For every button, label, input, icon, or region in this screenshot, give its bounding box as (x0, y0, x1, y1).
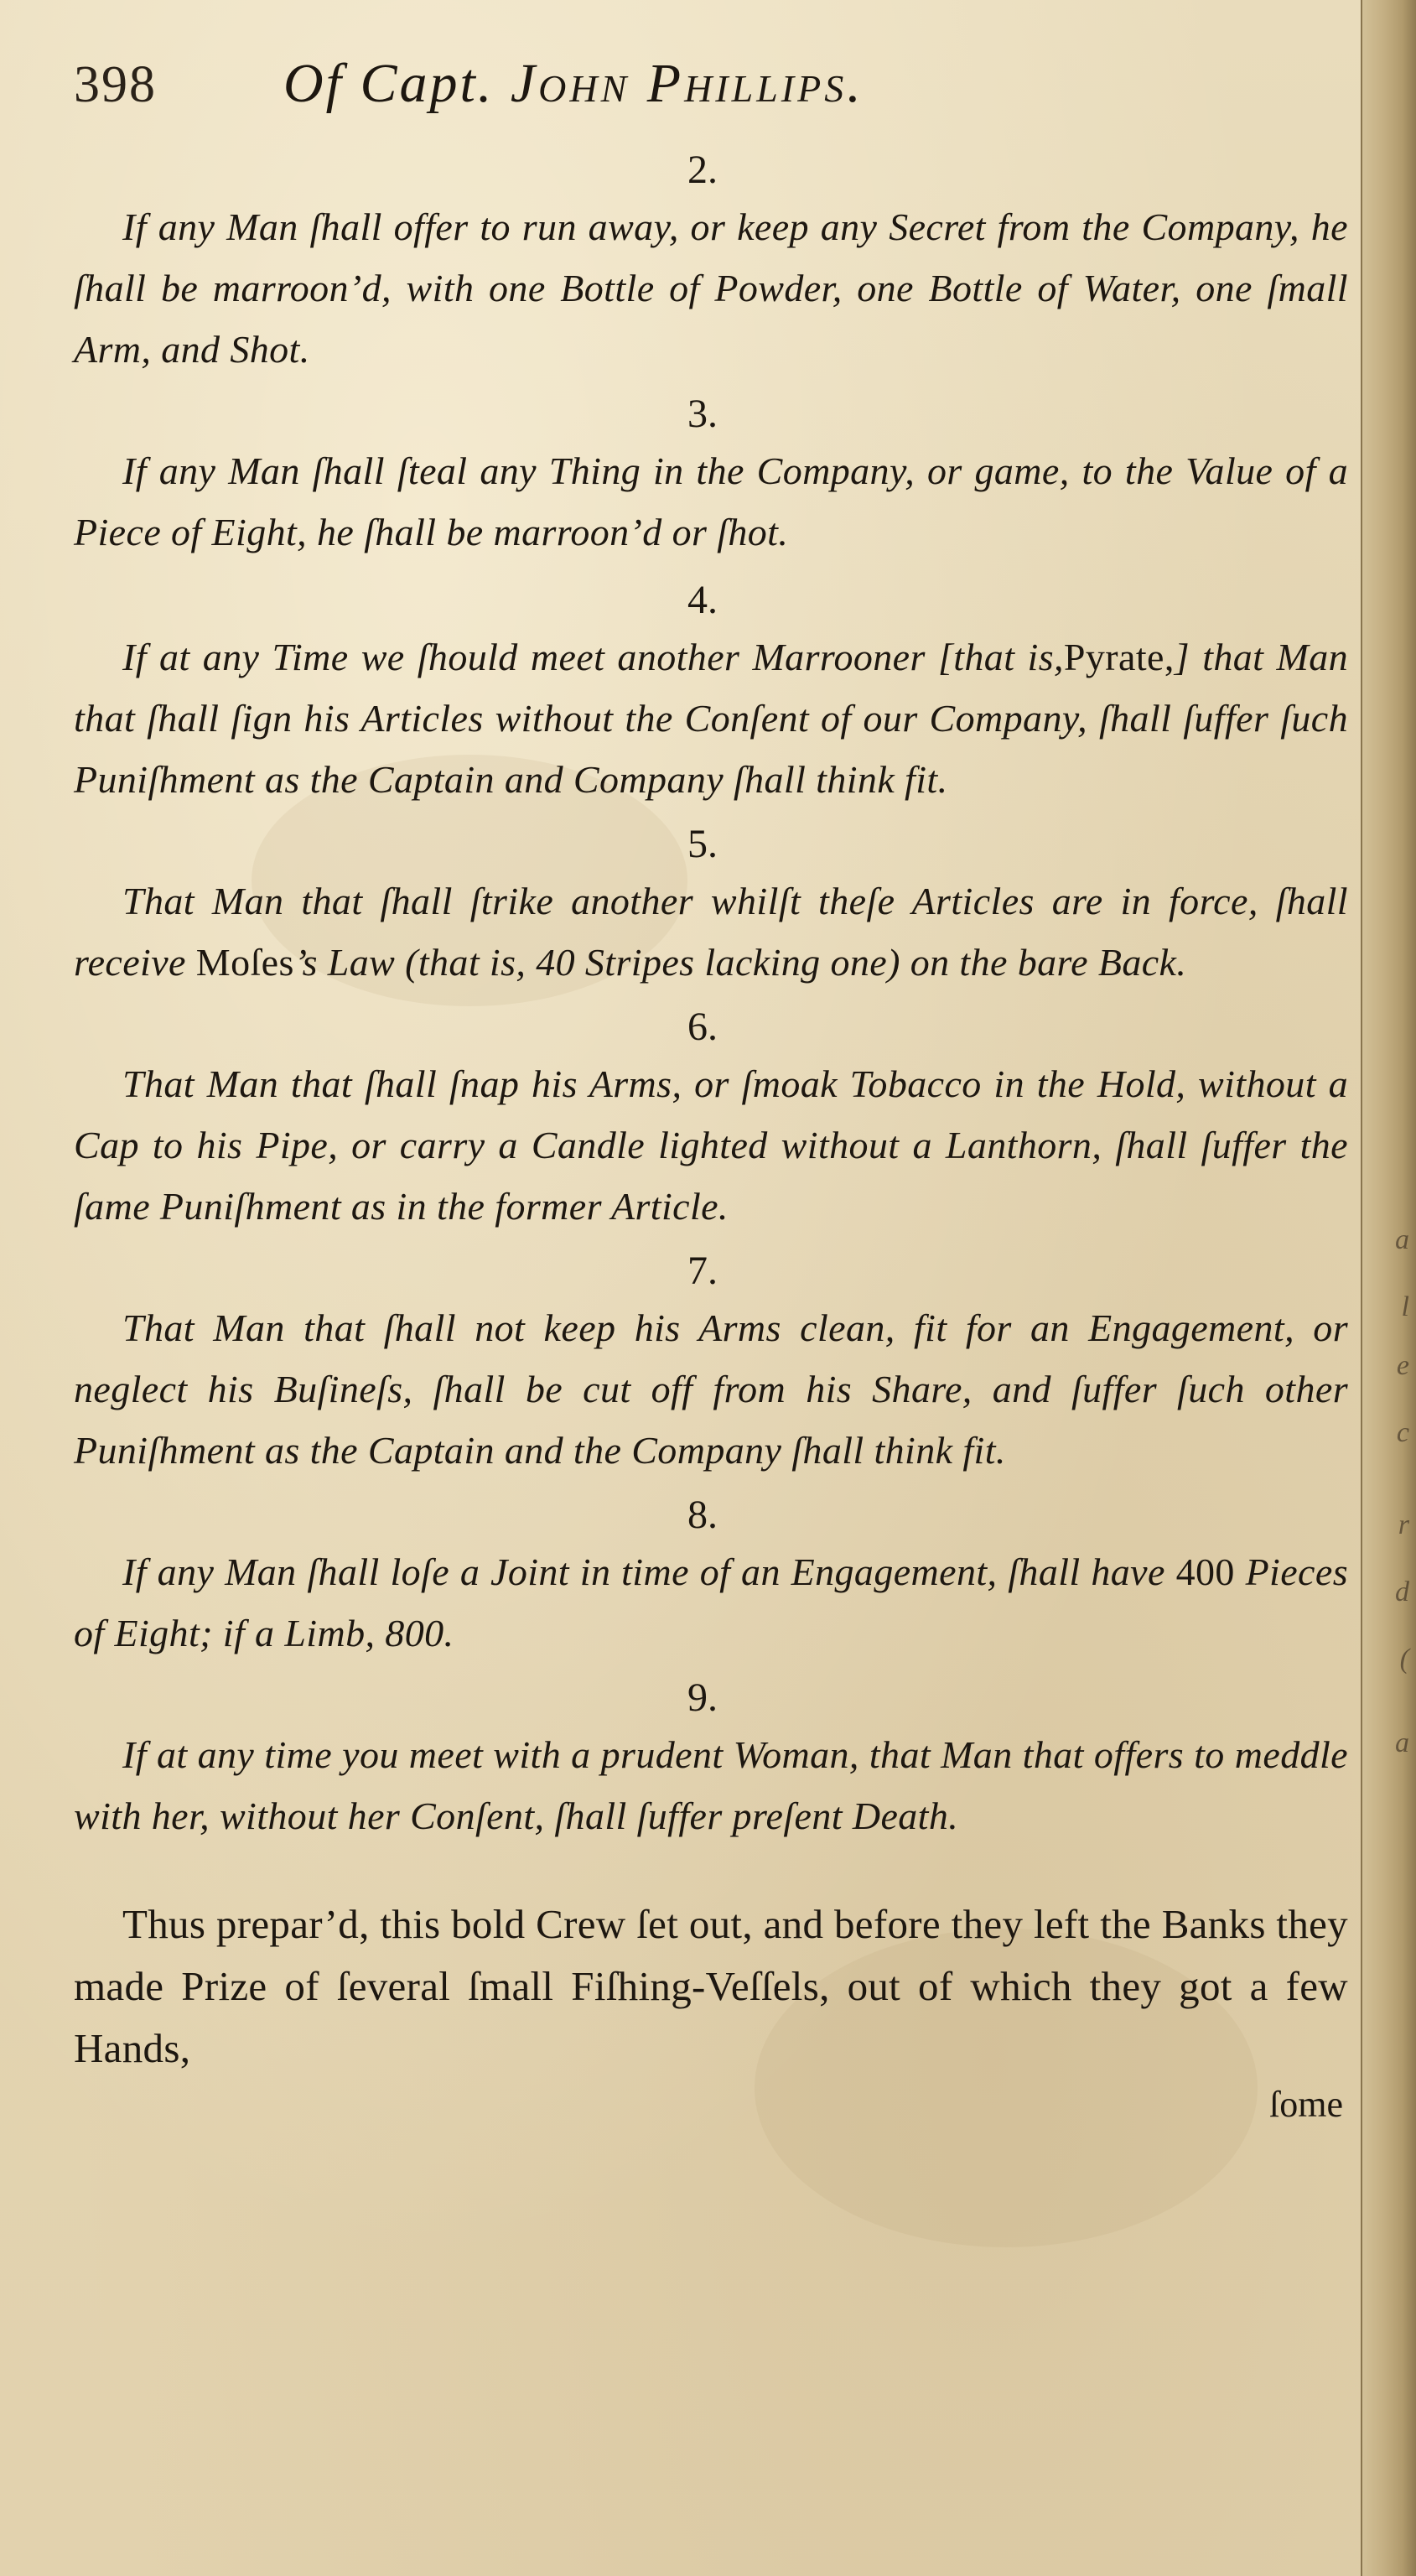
page-number: 398 (74, 56, 157, 113)
article-text-part: ’s Law (that is, 40 Stripes lacking one) on the bare Back. (293, 941, 1187, 984)
article-3 (74, 388, 1348, 563)
catchword: ſome (1269, 2084, 1343, 2125)
article-text-roman: Moſes (195, 941, 294, 984)
article-text-part: If at any Time we ſhould meet another Marrooner [that is, (122, 636, 1064, 678)
article-text: If any Man ſhall offer to run away, or keep any Secret from the Company, he ſhall be marroon’d, with one Bottle of Powder, one Bottle of Water, one ſmall Arm, and Shot. (74, 205, 1348, 371)
article-number: 3. (687, 392, 718, 436)
article-text-part: That Man that ſhall ſtrike another whilſt theſe Articles are in force, ſhall receive (74, 880, 1348, 984)
narrative-paragraph: Thus prepar’d, this bold Crew ſet out, and before they left the Banks they made Prize of ſeveral ſmall Fiſhing-Veſſels, out of which they got a few Hands, (74, 1901, 1348, 2071)
article-number: 4. (687, 578, 718, 622)
article-text: That Man that ſhall not keep his Arms clean, fit for an Engagement, or neglect his Buſineſs, ſhall be cut off from his Share, and ſuffer ſuch other Puniſhment as the Captain and the Company ſhall think fit. (74, 1306, 1348, 1472)
article-9 (74, 1672, 1348, 1846)
running-title (283, 52, 864, 116)
running-header (74, 52, 1348, 144)
article-text-part: If any Man ſhall loſe a Joint in time of an Engagement, ſhall have (122, 1550, 1165, 1593)
article-text: That Man that ſhall ſnap his Arms, or ſmoak Tobacco in the Hold, without a Cap to his Pipe, or carry a Candle lighted without a Lanthorn, ſhall ſuffer the ſame Puniſhment as in the former Article. (74, 1062, 1348, 1228)
article-7 (74, 1245, 1348, 1481)
article-text: If any Man ſhall ſteal any Thing in the Company, or game, to the Value of a Piece of Eight, he ſhall be marroon’d or ſhot. (74, 449, 1348, 553)
article-4 (74, 574, 1348, 810)
article-text-part: ] that Man that ſhall ſign his Articles without the Conſent of our Company, ſhall ſuffer ſuch Puniſhment as the Captain and Company ſhall think fit. (74, 636, 1349, 801)
adjacent-page-edge: a l e c r d ( a (1361, 0, 1416, 2576)
article-text-part: Pieces of Eight; if a Limb, 800. (74, 1550, 1348, 1654)
running-title-prefix: Of Capt. (283, 53, 495, 114)
article-text (74, 870, 1348, 993)
running-title-name: John Phillips. (510, 53, 864, 114)
article-8 (74, 1489, 1348, 1664)
article-number: 5. (687, 822, 718, 866)
article-text: If at any time you meet with a prudent Woman, that Man that offers to meddle with her, without her Conſent, ſhall ſuffer preſent Death. (74, 1733, 1348, 1837)
article-2 (74, 144, 1348, 380)
article-number: 2. (687, 148, 718, 192)
article-text-roman: Pyrate, (1063, 636, 1175, 678)
article-number: 6. (687, 1005, 718, 1049)
article-6 (74, 1001, 1348, 1237)
article-text (74, 1541, 1348, 1664)
article-text (74, 626, 1348, 810)
article-5 (74, 818, 1348, 993)
article-number: 8. (687, 1493, 718, 1537)
article-text-roman: 400 (1175, 1550, 1235, 1593)
page-content (74, 52, 1348, 2130)
article-number: 9. (687, 1675, 718, 1720)
article-number: 7. (687, 1249, 718, 1293)
